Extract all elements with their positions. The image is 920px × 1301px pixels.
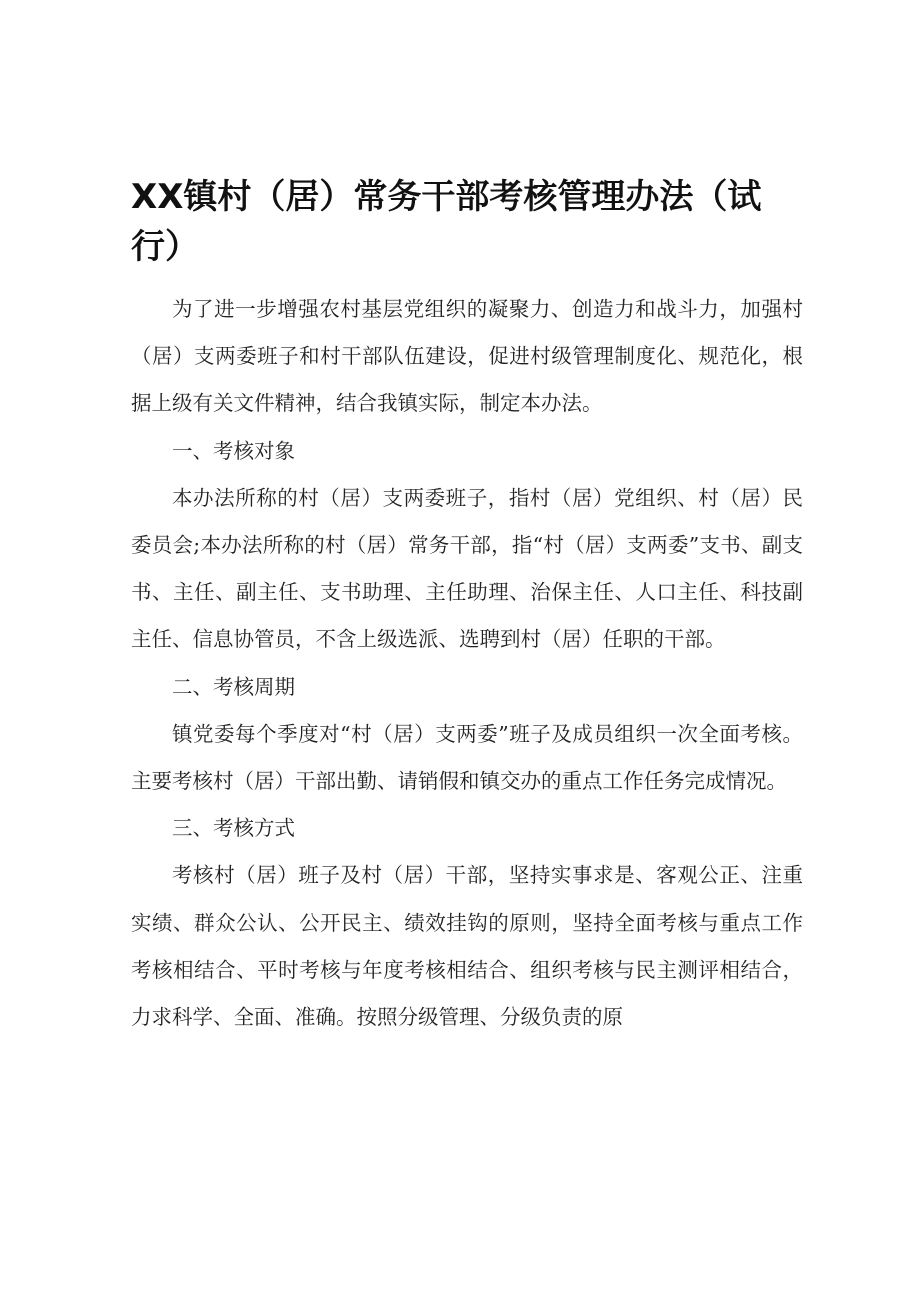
document-body xyxy=(131,286,803,1041)
document-title: XX镇村（居）常务干部考核管理办法（试行） xyxy=(131,177,762,267)
section-3-paragraph: 考核村（居）班子及村（居）干部，坚持实事求是、客观公正、注重实绩、群众公认、公开民主、绩效挂钩的原则，坚持全面考核与重点工作考核相结合、平时考核与年度考核相结合、组织考核与民主测评相结合，力求科学、全面、准确。按照分级管理、分级负责的原 xyxy=(131,863,803,1030)
section-heading-1: 一、考核对象 xyxy=(172,438,295,463)
section-heading-3: 三、考核方式 xyxy=(172,816,295,841)
intro-paragraph: 为了进一步增强农村基层党组织的凝聚力、创造力和战斗力，加强村（居）支两委班子和村干部队伍建设，促进村级管理制度化、规范化，根据上级有关文件精神，结合我镇实际，制定本办法。 xyxy=(131,297,803,416)
section-1-paragraph: 本办法所称的村（居）支两委班子，指村（居）党组织、村（居）民委员会;本办法所称的村（居）常务干部，指“村（居）支两委”支书、副支书、主任、副主任、支书助理、主任助理、治保主任、人口主任、科技副主任、信息协管员，不含上级选派、选聘到村（居）任职的干部。 xyxy=(131,485,803,652)
section-2-paragraph: 镇党委每个季度对“村（居）支两委”班子及成员组织一次全面考核。主要考核村（居）干部出勤、请销假和镇交办的重点工作任务完成情况。 xyxy=(131,721,803,794)
section-heading-2: 二、考核周期 xyxy=(172,674,295,699)
